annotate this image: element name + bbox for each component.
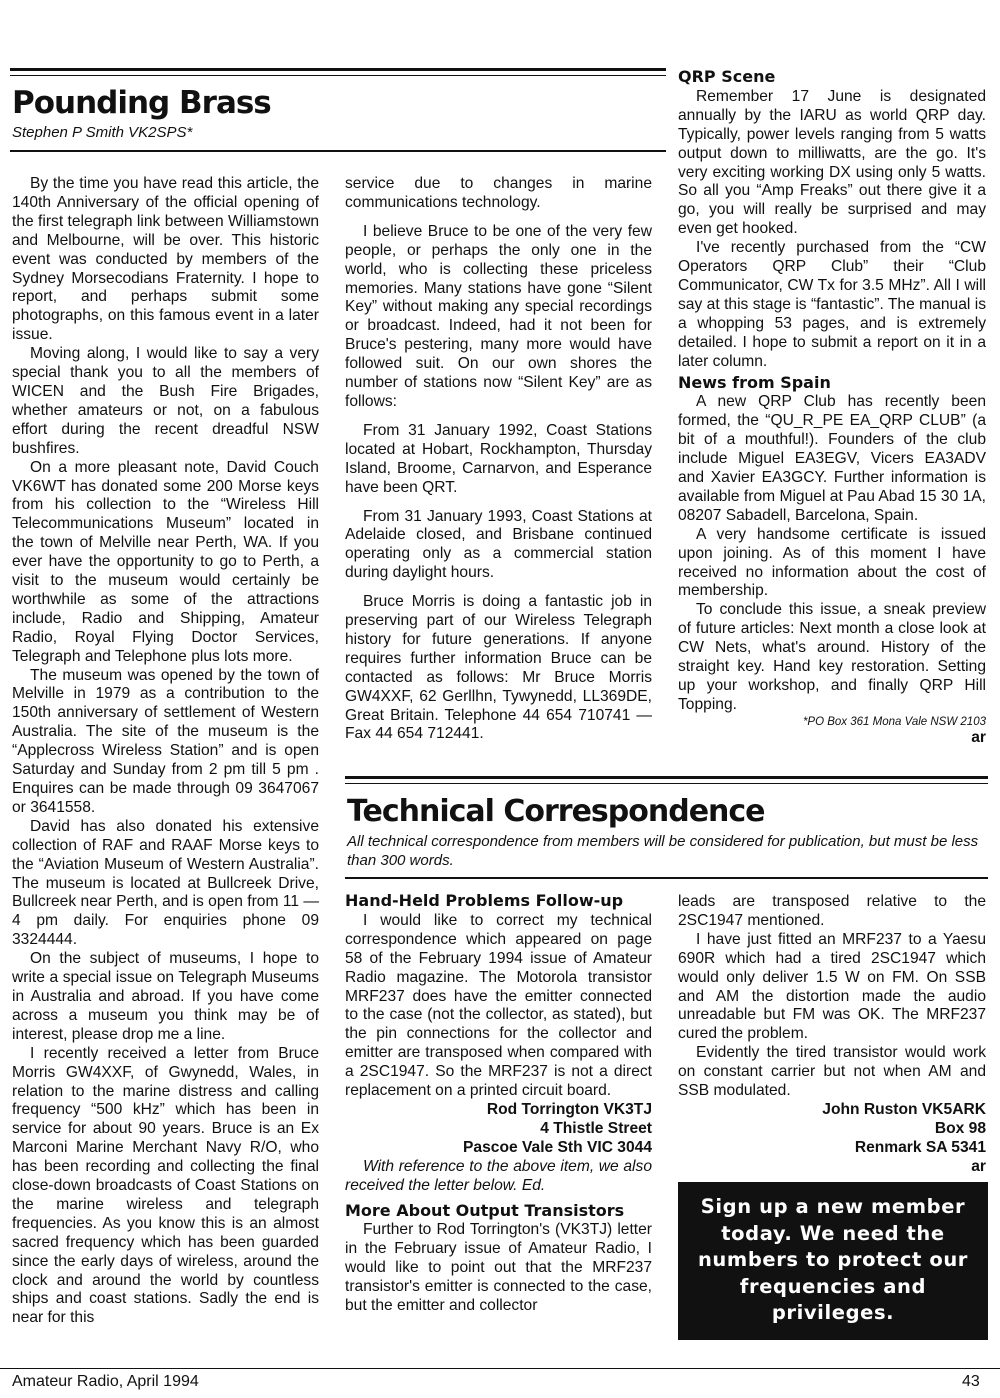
membership-promo-box <box>678 1182 988 1340</box>
page-number: 43 <box>962 1373 980 1390</box>
paragraph: Moving along, I would like to say a very special thank you to all the members of WICEN and the Bush Fire Brigades, whether amateurs or not, on a fabulous effort during the recent dreadful NSW bushfires. <box>12 345 319 457</box>
technical-column-left <box>345 890 652 1316</box>
end-mark: ar <box>971 1157 986 1175</box>
top-rule-left-thin <box>10 75 666 76</box>
handheld-heading: Hand-Held Problems Follow-up <box>345 891 624 910</box>
paragraph: The museum was opened by the town of Melville in 1979 as a contribution to the 150th anniversary of settlement of Western Australia. The site of the museum is the “Applecross Wireless Station” and is open Saturday and Sunday from 2 pm till 5 pm . Enquires can be made through 09 3647067 or 3641558. <box>12 666 319 816</box>
paragraph: By the time you have read this article, the 140th Anniversary of the official opening of the first telegraph link between Williamstown and Melbourne, will be over. This historic event was conducted by members of the Sydney Morsecodians Fraternity. I hope to report, and perhaps submit some photographs, on this famous event in a later issue. <box>12 175 319 344</box>
paragraph: From 31 January 1993, Coast Stations at Adelaide closed, and Brisbane continued operating only as a commercial station during daylight hours. <box>345 507 652 582</box>
paragraph: leads are transposed relative to the 2SC1947 mentioned. <box>678 893 986 929</box>
section-intro: All technical correspondence from members will be considered for publication, but must be less than 300 words. <box>347 833 979 869</box>
signature-line: 4 Thistle Street <box>540 1119 652 1137</box>
footer-publication: Amateur Radio, April 1994 <box>12 1373 199 1390</box>
paragraph: From 31 January 1992, Coast Stations located at Hobart, Rockhampton, Thursday Island, Broome, Carnarvon, and Esperance have been QRT. <box>345 421 652 496</box>
paragraph: I recently received a letter from Bruce Morris GW4XXF, of Gwynedd, Wales, in relation to the marine distress and calling frequency “500 kHz” which has been in service for about 90 years. Bruce is an Ex Marconi Marine Merchant Navy R/O, who has been recording and collecting the final close-down broadcasts of Coast Stations on the marine wireless and telegraph frequencies. As you know this is an almost sacred frequency which has been guarded since the early days of wireless, around the clock and around the world by countless ships and coast stations. Sadly the end is near for this <box>12 1044 319 1327</box>
pounding-column-3 <box>678 66 986 748</box>
author-footnote: *PO Box 361 Mona Vale NSW 2103 <box>802 715 986 728</box>
footer-rule <box>0 1368 1000 1369</box>
signature-line: Rod Torrington VK3TJ <box>486 1100 652 1118</box>
signature-line: Renmark SA 5341 <box>854 1138 986 1156</box>
paragraph: I would like to correct my technical correspondence which appeared on page 58 of the February 1994 issue of Amateur Radio magazine. The Motorola transistor MRF237 does have the emitter connected to the case (not the collector, as stated), but the pin connections for the collector and emitter are transposed when compared with a 2SC1947. So the MRF237 is not a direct replacement on a printed circuit board. <box>345 911 652 1100</box>
promo-text: Sign up a new member today. We need the numbers to protect our frequencies and privileges. <box>697 1195 969 1324</box>
pounding-column-1 <box>12 175 319 1328</box>
end-mark: ar <box>971 728 986 746</box>
paragraph: David has also donated his extensive collection of RAF and RAAF Morse keys to the “Aviation Museum of Western Australia”. The museum is located at Bullcreek Drive, Bullcreek near Perth, and is open from 11 — 4 pm daily. For enquiries phone 09 3324444. <box>12 817 319 949</box>
paragraph: I have just fitted an MRF237 to a Yaesu 690R which had a tired 2SC1947 which would only deliver 1.5 W on FM. On SSB and AM the distortion made the audio unreadable but FM was OK. The MRF237 cured the problem. <box>678 930 986 1043</box>
output-transistors-heading: More About Output Transistors <box>345 1200 625 1220</box>
pounding-column-2 <box>345 175 652 744</box>
paragraph: service due to changes in marine communications technology. <box>345 175 652 211</box>
section-intro-rule <box>345 877 988 879</box>
paragraph: Evidently the tired transistor would work on constant carrier but not when AM and SSB modulated. <box>678 1044 986 1100</box>
paragraph: A new QRP Club has recently been formed, the “QU_R_PE EA_QRP CLUB” (a bit of a mouthful!). Founders of the club include Miguel EA3EGV, Vicers EA3ADV and Xavier EA3GCY. Further information is available from Miguel at Pau Abad 15 30 1A, 08207 Sabadell, Barcelona, Spain. <box>678 393 986 524</box>
paragraph: To conclude this issue, a sneak preview of future articles: Next month a close look at CW Nets, what's around. History of the straight key. Hand key restoration. Setting up your workshop, and finally QRP Hill Topping. <box>678 601 986 713</box>
technical-column-right <box>678 893 986 1177</box>
paragraph: Bruce Morris is doing a fantastic job in preserving part of our Wireless Telegraph history for future generations. If anyone requires further information Bruce can be contacted as follows: Mr Bruce Morris GW4XXF, 62 Gerllhn, Tywynedd, LL369DE, Great Britain. Telephone 44 654 710741 — Fax 44 654 712441. <box>345 593 652 743</box>
signature-line: Pascoe Vale Sth VIC 3044 <box>463 1138 652 1156</box>
article-byline: Stephen P Smith VK2SPS* <box>12 124 193 141</box>
qrp-scene-heading: QRP Scene <box>678 67 776 86</box>
section-title: Technical Correspondence <box>347 794 765 829</box>
signature-line: Box 98 <box>934 1119 986 1137</box>
paragraph: On a more pleasant note, David Couch VK6WT has donated some 200 Morse keys from his collection to the “Wireless Hill Telecommunications Museum” located in the town of Melville near Perth, WA. If you ever have the opportunity to go to Perth, a visit to the museum would certainly be worthwhile as some of the attractions include, Radio and Shipping, Amateur Radio, Royal Flying Doctor Services, Telegraph and Telephone plus lots more. <box>12 458 319 665</box>
top-rule-left <box>10 68 666 71</box>
paragraph: Remember 17 June is designated annually by the IARU as world QRP day. Typically, power levels ranging from 5 watts output down to milliwatts, are the go. It's very exciting working DX using only 5 watts. So all you “Amp Freaks” out there give it a go, you will really be surprised and may even get hooked. <box>678 87 986 238</box>
news-from-spain-heading: News from Spain <box>678 372 831 392</box>
article-title: Pounding Brass <box>12 85 271 121</box>
section-rule-thin <box>345 783 988 784</box>
paragraph: On the subject of museums, I hope to write a special issue on Telegraph Museums in Australia and abroad. If you have come across a museum you think may be of interest, please drop me a line. <box>12 950 319 1043</box>
paragraph: I believe Bruce to be one of the very few people, or perhaps the only one in the world, who is collecting these priceless memories. Many stations have gone “Silent Key” without making any special recordings or broadcast. Indeed, had it not been for Bruce's pestering, many more would have followed suit. On our own shores the number of stations now “Silent Key” are as follows: <box>345 222 652 410</box>
signature-line: John Ruston VK5ARK <box>822 1100 986 1118</box>
paragraph: A very handsome certificate is issued upon joining. As of this moment I have received no information about the cost of membership. <box>678 525 986 600</box>
paragraph: Further to Rod Torrington's (VK3TJ) letter in the February issue of Amateur Radio, I would like to point out that the MRF237 transistor's emitter is connected to the case, but the emitter and collector <box>345 1221 652 1315</box>
header-rule <box>10 150 666 152</box>
section-rule <box>345 776 988 779</box>
paragraph: I've recently purchased from the “CW Operators QRP Club” their “Club Communicator, CW Tx for 3.5 MHz”. All I will say at this stage is “fantastic”. The manual is a whopping 53 pages, and is extremely detailed. I hope to submit a report on it in a later column. <box>678 239 986 370</box>
editor-note: With reference to the above item, we also received the letter below. Ed. <box>345 1157 652 1194</box>
